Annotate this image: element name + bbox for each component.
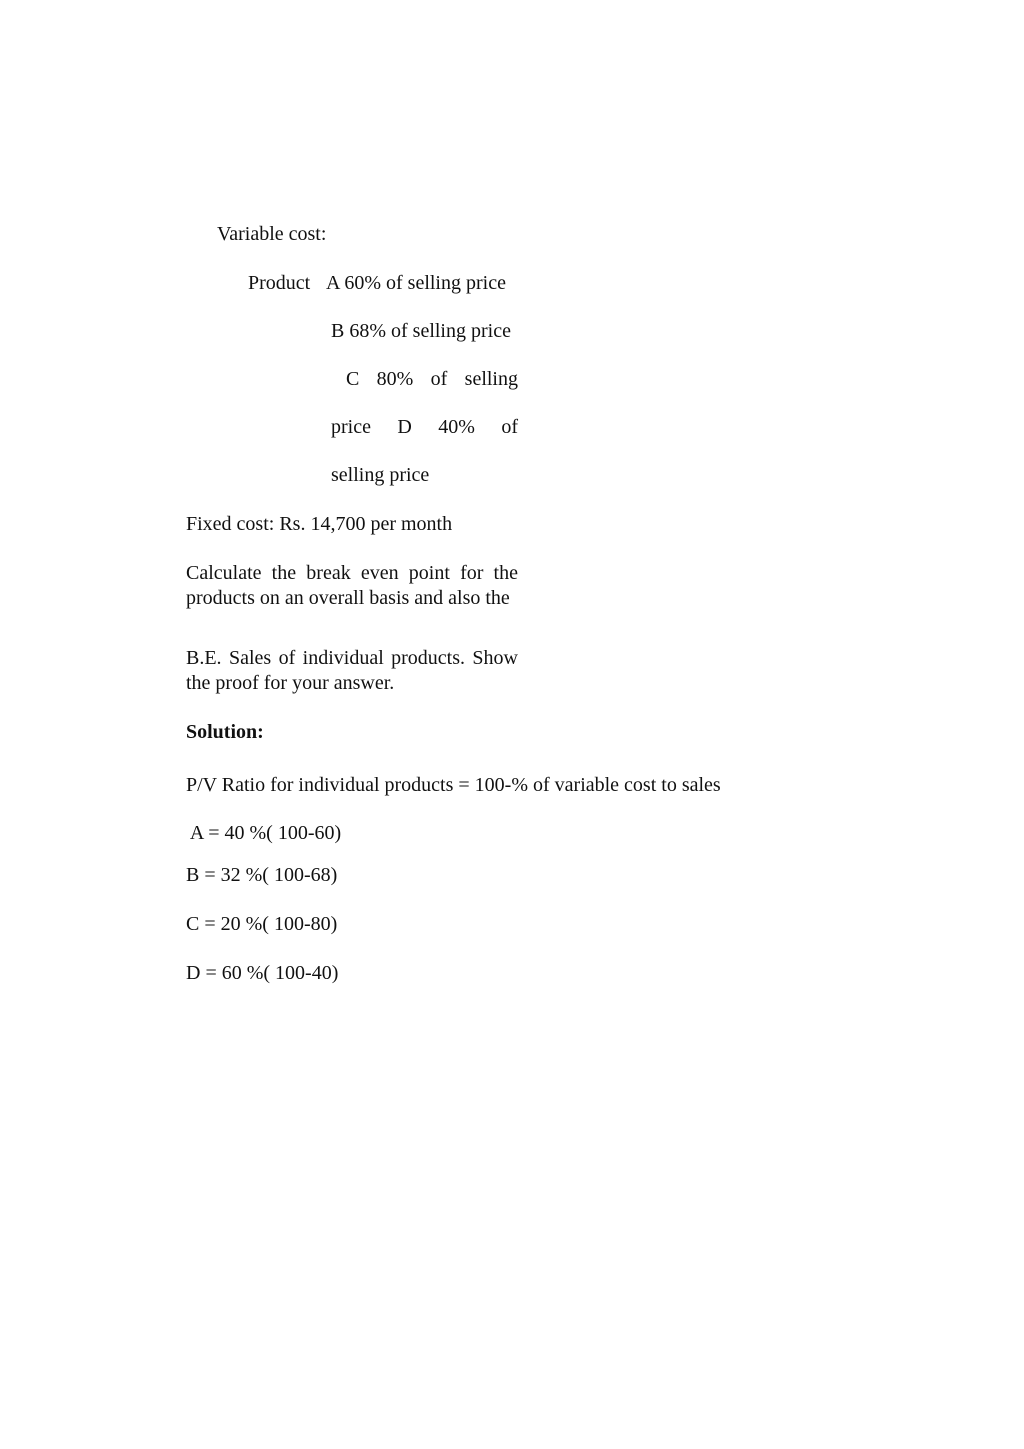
question-paragraph-1: Calculate the break even point for the products on an overall basis and also the xyxy=(186,562,518,609)
variable-cost-heading: Variable cost: xyxy=(217,223,327,245)
solution-heading: Solution: xyxy=(186,721,264,743)
pv-row-d: D = 60 %( 100-40) xyxy=(186,962,339,984)
product-c-line: C 80% of selling xyxy=(346,368,518,390)
product-a-line: A 60% of selling price xyxy=(326,272,506,294)
product-b-line: B 68% of selling price xyxy=(331,320,511,342)
selling-price-tail: selling price xyxy=(331,464,430,486)
pv-row-b: B = 32 %( 100-68) xyxy=(186,864,338,886)
pv-row-a: A = 40 %( 100-60) xyxy=(186,822,342,844)
product-label: Product xyxy=(248,272,311,294)
pv-row-c: C = 20 %( 100-80) xyxy=(186,913,338,935)
fixed-cost-line: Fixed cost: Rs. 14,700 per month xyxy=(186,513,453,535)
pv-ratio-line: P/V Ratio for individual products = 100-% of variable cost to sales xyxy=(186,774,721,796)
product-d-line: price D 40% of xyxy=(331,416,518,438)
question-paragraph-2: B.E. Sales of individual products. Show the proof for your answer. xyxy=(186,647,518,694)
